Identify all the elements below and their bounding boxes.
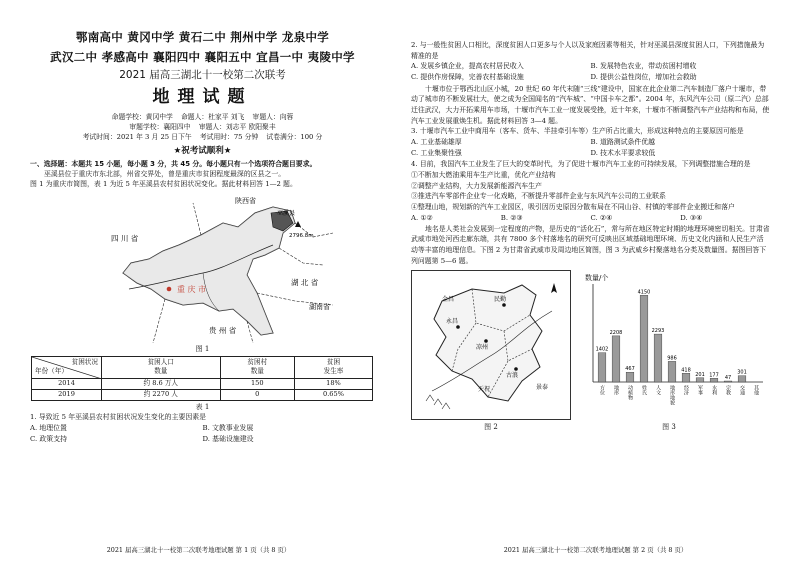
map-label-peak: 2796.8m [288, 232, 314, 239]
map-label: 永昌 [446, 318, 459, 326]
table-row [32, 389, 373, 400]
place-name-chart [579, 270, 767, 420]
q4-item-2: ②调整产业结构，大力发展新能源汽车生产 [411, 181, 542, 190]
table-row [32, 378, 373, 389]
wuwei-map-svg [412, 271, 570, 419]
bar-value-label: 47 [724, 375, 732, 382]
option-a: A. ①② [411, 213, 433, 222]
mountain-range-icon [426, 395, 450, 409]
map-label-wuxi: 巫溪县 [276, 209, 295, 217]
question-2-options [411, 61, 770, 83]
bar-11 [738, 376, 746, 382]
chongqing-city-dot [166, 287, 171, 292]
table-header-row [32, 356, 373, 378]
question-3: 3. 十堰市汽车工业中商用车（客车、货车、半挂牵引车等）生产所占比重大，形成这种特点的主要原因可能是 [411, 127, 744, 136]
category-label: 动植物 [627, 385, 633, 401]
table-cell: 约 8.6 万人 [102, 378, 221, 389]
option-a: A. 地理位置 [30, 423, 67, 432]
chart-ylabel: 数量/个 [585, 274, 609, 283]
meta-item: 试卷满分：100 分 [266, 133, 323, 142]
category-label: 地形地貌 [669, 385, 675, 406]
option-b: B. 文教事业发展 [202, 423, 254, 432]
table-cell: 18% [295, 378, 373, 389]
question-3-options [411, 137, 770, 159]
bar-value-label: 2293 [651, 328, 665, 335]
option-b: B. 道路测试条件优越 [590, 138, 656, 147]
table-cell: 150 [220, 378, 294, 389]
bar-2 [612, 336, 620, 382]
map-label: 凉州 [476, 344, 489, 352]
town-dot [484, 340, 488, 344]
question-4: 4. 目前，我国汽车工业发生了巨大的变革时代，为了促进十堰市汽车工业的可持续发展，下列调整措施合理的是 [411, 160, 751, 169]
figures-2-3 [411, 270, 770, 420]
table-diagonal-header [32, 356, 102, 378]
bar-value-label: 301 [737, 370, 747, 377]
bar-5 [654, 335, 662, 383]
header-top: 贫困状况 [71, 357, 98, 366]
bar-value-label: 177 [709, 372, 719, 379]
chongqing-map [33, 193, 373, 343]
option-d: D. 技术水平要求较低 [590, 149, 656, 158]
schools-line-1: 鄂南高中 黄冈中学 黄石二中 荆州中学 龙泉中学 [75, 30, 330, 44]
map-label-guizhou: 贵 州 省 [208, 325, 236, 335]
meta-item: 审题人：刘志平 欧阳聚丰 [198, 123, 276, 132]
table-cell: 2014 [32, 378, 102, 389]
map-label-hunan: 湖南省 [308, 302, 330, 311]
meta-item: 审题学校：襄阳四中 [129, 123, 191, 132]
figure-3-caption: 图 3 [662, 423, 676, 432]
intro-line-2: 图 1 为重庆市简图，表 1 为近 5 年巫溪县农村贫困状况变化。据此材料回答 1—2 题。 [30, 179, 297, 188]
map-label: 景泰 [536, 384, 549, 392]
category-label: 宗教 [725, 385, 731, 396]
chongqing-shading [123, 207, 295, 335]
meta-line-2 [30, 122, 375, 132]
option-c: C. 提供作房保障，完善农村基础设施 [411, 73, 524, 82]
map-label: 古浪 [506, 372, 519, 380]
map-label-shaanxi: 陕西省 [234, 196, 256, 205]
q4-item-4: ④整理山地，规划新的汽车工业园区，吸引因历史原因分散布局在不同山谷、村镇的零部件企业搬迁和落户 [411, 202, 735, 211]
option-c: C. ②④ [590, 213, 613, 222]
town-dot [456, 326, 460, 330]
bar-10 [724, 382, 732, 383]
bar-value-label: 4150 [637, 289, 651, 296]
column-header: 贫困 发生率 [295, 356, 373, 378]
category-label: 方位 [599, 385, 605, 396]
bar-7 [682, 374, 690, 383]
table-cell: 0 [220, 389, 294, 400]
category-label: 姓氏 [641, 385, 647, 396]
figure-2-caption: 图 2 [484, 423, 498, 432]
map-label: 天祝 [478, 386, 491, 394]
bar-value-label: 201 [695, 372, 705, 379]
map-label-sichuan: 四 川 省 [110, 233, 138, 243]
category-label: 水利 [711, 385, 717, 396]
bar-value-label: 986 [667, 355, 677, 362]
meta-item: 考试用时：75 分钟 [199, 133, 259, 142]
poverty-table [31, 356, 373, 401]
bars-group [596, 290, 759, 406]
option-a: A. 工业基础雄厚 [411, 138, 462, 147]
bar-6 [668, 362, 676, 383]
compass-icon [551, 283, 557, 293]
column-header: 贫困人口 数量 [102, 356, 221, 378]
meta-line-1 [30, 112, 375, 122]
figure-1-caption: 图 1 [195, 344, 210, 353]
table-cell: 约 2270 人 [102, 389, 221, 400]
category-label: 交通 [739, 385, 745, 396]
map-label: 金昌 [442, 296, 455, 304]
category-label: 经济 [683, 385, 689, 396]
question-1-options [30, 423, 375, 445]
intro-line-1: 巫溪县位于重庆市东北部，州省交界处，曾是重庆市贫困程度最深的区县之一。 [44, 169, 286, 178]
town-dot [514, 368, 518, 372]
bar-value-label: 418 [681, 367, 691, 374]
q4-item-3: ③推进汽车零部件企业专一化戏略，不断提升零部件企业与东风汽车公司的工业联系 [411, 192, 666, 201]
wuwei-map [411, 270, 571, 420]
header-left: 年份（年） [35, 367, 68, 376]
option-d: D. 提供公益性岗位，增加社会救助 [590, 73, 697, 82]
map-label: 民勤 [494, 296, 507, 304]
meta-item: 考试时间：2021 年 3 月 25 日下午 [82, 133, 192, 142]
q4-item-1: ①不断加大燃油乘用车生产比重，优化产业结构 [411, 170, 556, 179]
meta-line-3 [30, 132, 375, 142]
category-label: 军事 [697, 385, 703, 396]
question-2: 2. 与一般性贫困人口相比，深度贫困人口更多与个人以及家庭因素等相关，针对巫溪县深度贫困人口，下列措施最为精准的是 [411, 41, 765, 60]
page-2-footer: 2021 届高三湖北十一校第二次联考地理试题 第 2 页（共 8 页） [503, 545, 688, 554]
good-luck-banner: ★祝考试顺利★ [173, 145, 232, 156]
option-d: D. ③④ [680, 213, 703, 222]
option-b: B. ②③ [500, 213, 523, 222]
option-a: A. 发展乡镇企业，提高农村居民收入 [411, 62, 524, 71]
question-1: 1. 导致近 5 年巫溪县农村贫困状况发生变化的主要因素是 [30, 413, 207, 422]
passage-shiyan: 十堰市位于鄂西北山区小城，20 世纪 60 年代末随“三线”建设中，国家在此企业第二汽车制造厂落户十堰市，带动了城市的不断发展壮大，使之成为全国闻名的“汽车城”、“中国卡车之都”。2004 年，东风汽车公司（原二汽）总部迁往武汉，大力开拓乘用车市场，十堰市汽车工业一度发展受挫，近十年来，十堰市不断调整汽车产业结构和布局，使汽车工业发展重焕生机。据此材料回答 3—4 题。 [411, 84, 770, 125]
category-label: 其他 [753, 385, 759, 396]
subject-title: 地理试题 [152, 87, 253, 108]
meta-item: 命题人：杜家平 刘飞 [181, 112, 245, 121]
map-label-chongqing: 重 庆 市 [176, 284, 206, 294]
bar-value-label: 467 [625, 366, 635, 373]
schools-line-2: 武汉二中 孝感高中 襄阳四中 襄阳五中 宜昌一中 夷陵中学 [50, 49, 355, 64]
table-cell: 2019 [32, 389, 102, 400]
option-c: C. 工业集聚性强 [411, 149, 462, 158]
option-c: C. 政策支持 [30, 434, 67, 443]
town-dot [502, 304, 506, 308]
exam-page-2 [397, 0, 794, 561]
column-header: 贫困村 数量 [220, 356, 294, 378]
meta-item: 审题人：向蓉 [252, 112, 294, 121]
bar-9 [710, 379, 718, 383]
category-label: 人文 [655, 385, 661, 396]
chart-svg [579, 270, 767, 420]
meta-item: 命题学校：黄冈中学 [111, 112, 173, 121]
category-label: 地形 [613, 385, 619, 396]
page-1-footer: 2021 届高三湖北十一校第二次联考地理试题 第 1 页（共 8 页） [106, 545, 291, 554]
table-cell: 0.65% [295, 389, 373, 400]
bar-1 [598, 353, 606, 382]
option-b: B. 发展特色农业，带动贫困村增收 [590, 62, 697, 71]
bar-8 [696, 378, 704, 382]
map-label-hubei: 湖 北 省 [290, 277, 318, 287]
exam-title: 2021 届高三湖北十一校第二次联考 [119, 69, 286, 82]
chongqing-map-svg [33, 193, 373, 343]
figure-captions [411, 422, 770, 432]
table-1-caption: 表 1 [195, 402, 210, 411]
bar-3 [626, 373, 634, 383]
section-heading: 一、选择题：本题共 15 小题，每小题 3 分，共 45 分。每小题只有一个选项符合题目要求。 [30, 159, 317, 168]
bar-4 [640, 296, 648, 383]
passage-wuwei: 地名是人类社会发展到一定程度的产物，是历史的“活化石”，常与所在地区特定时期的地理环境密切相关。甘肃省武威市地处河西走廊东端，共有 7800 多个村落地名的研究可反映出区域基础地理环境、历史文化内涵和人民生产活动等丰富的地理信息。下图 2 为甘肃省武威市及周边地区简图，图 3 为武威乡村聚落地名分类及数量图。据图回答下列问题第 5—6 题。 [411, 224, 770, 265]
bar-value-label: 2208 [609, 330, 623, 337]
option-d: D. 基础设施建设 [202, 434, 254, 443]
bar-value-label: 1402 [595, 347, 609, 354]
question-4-options [411, 213, 770, 224]
